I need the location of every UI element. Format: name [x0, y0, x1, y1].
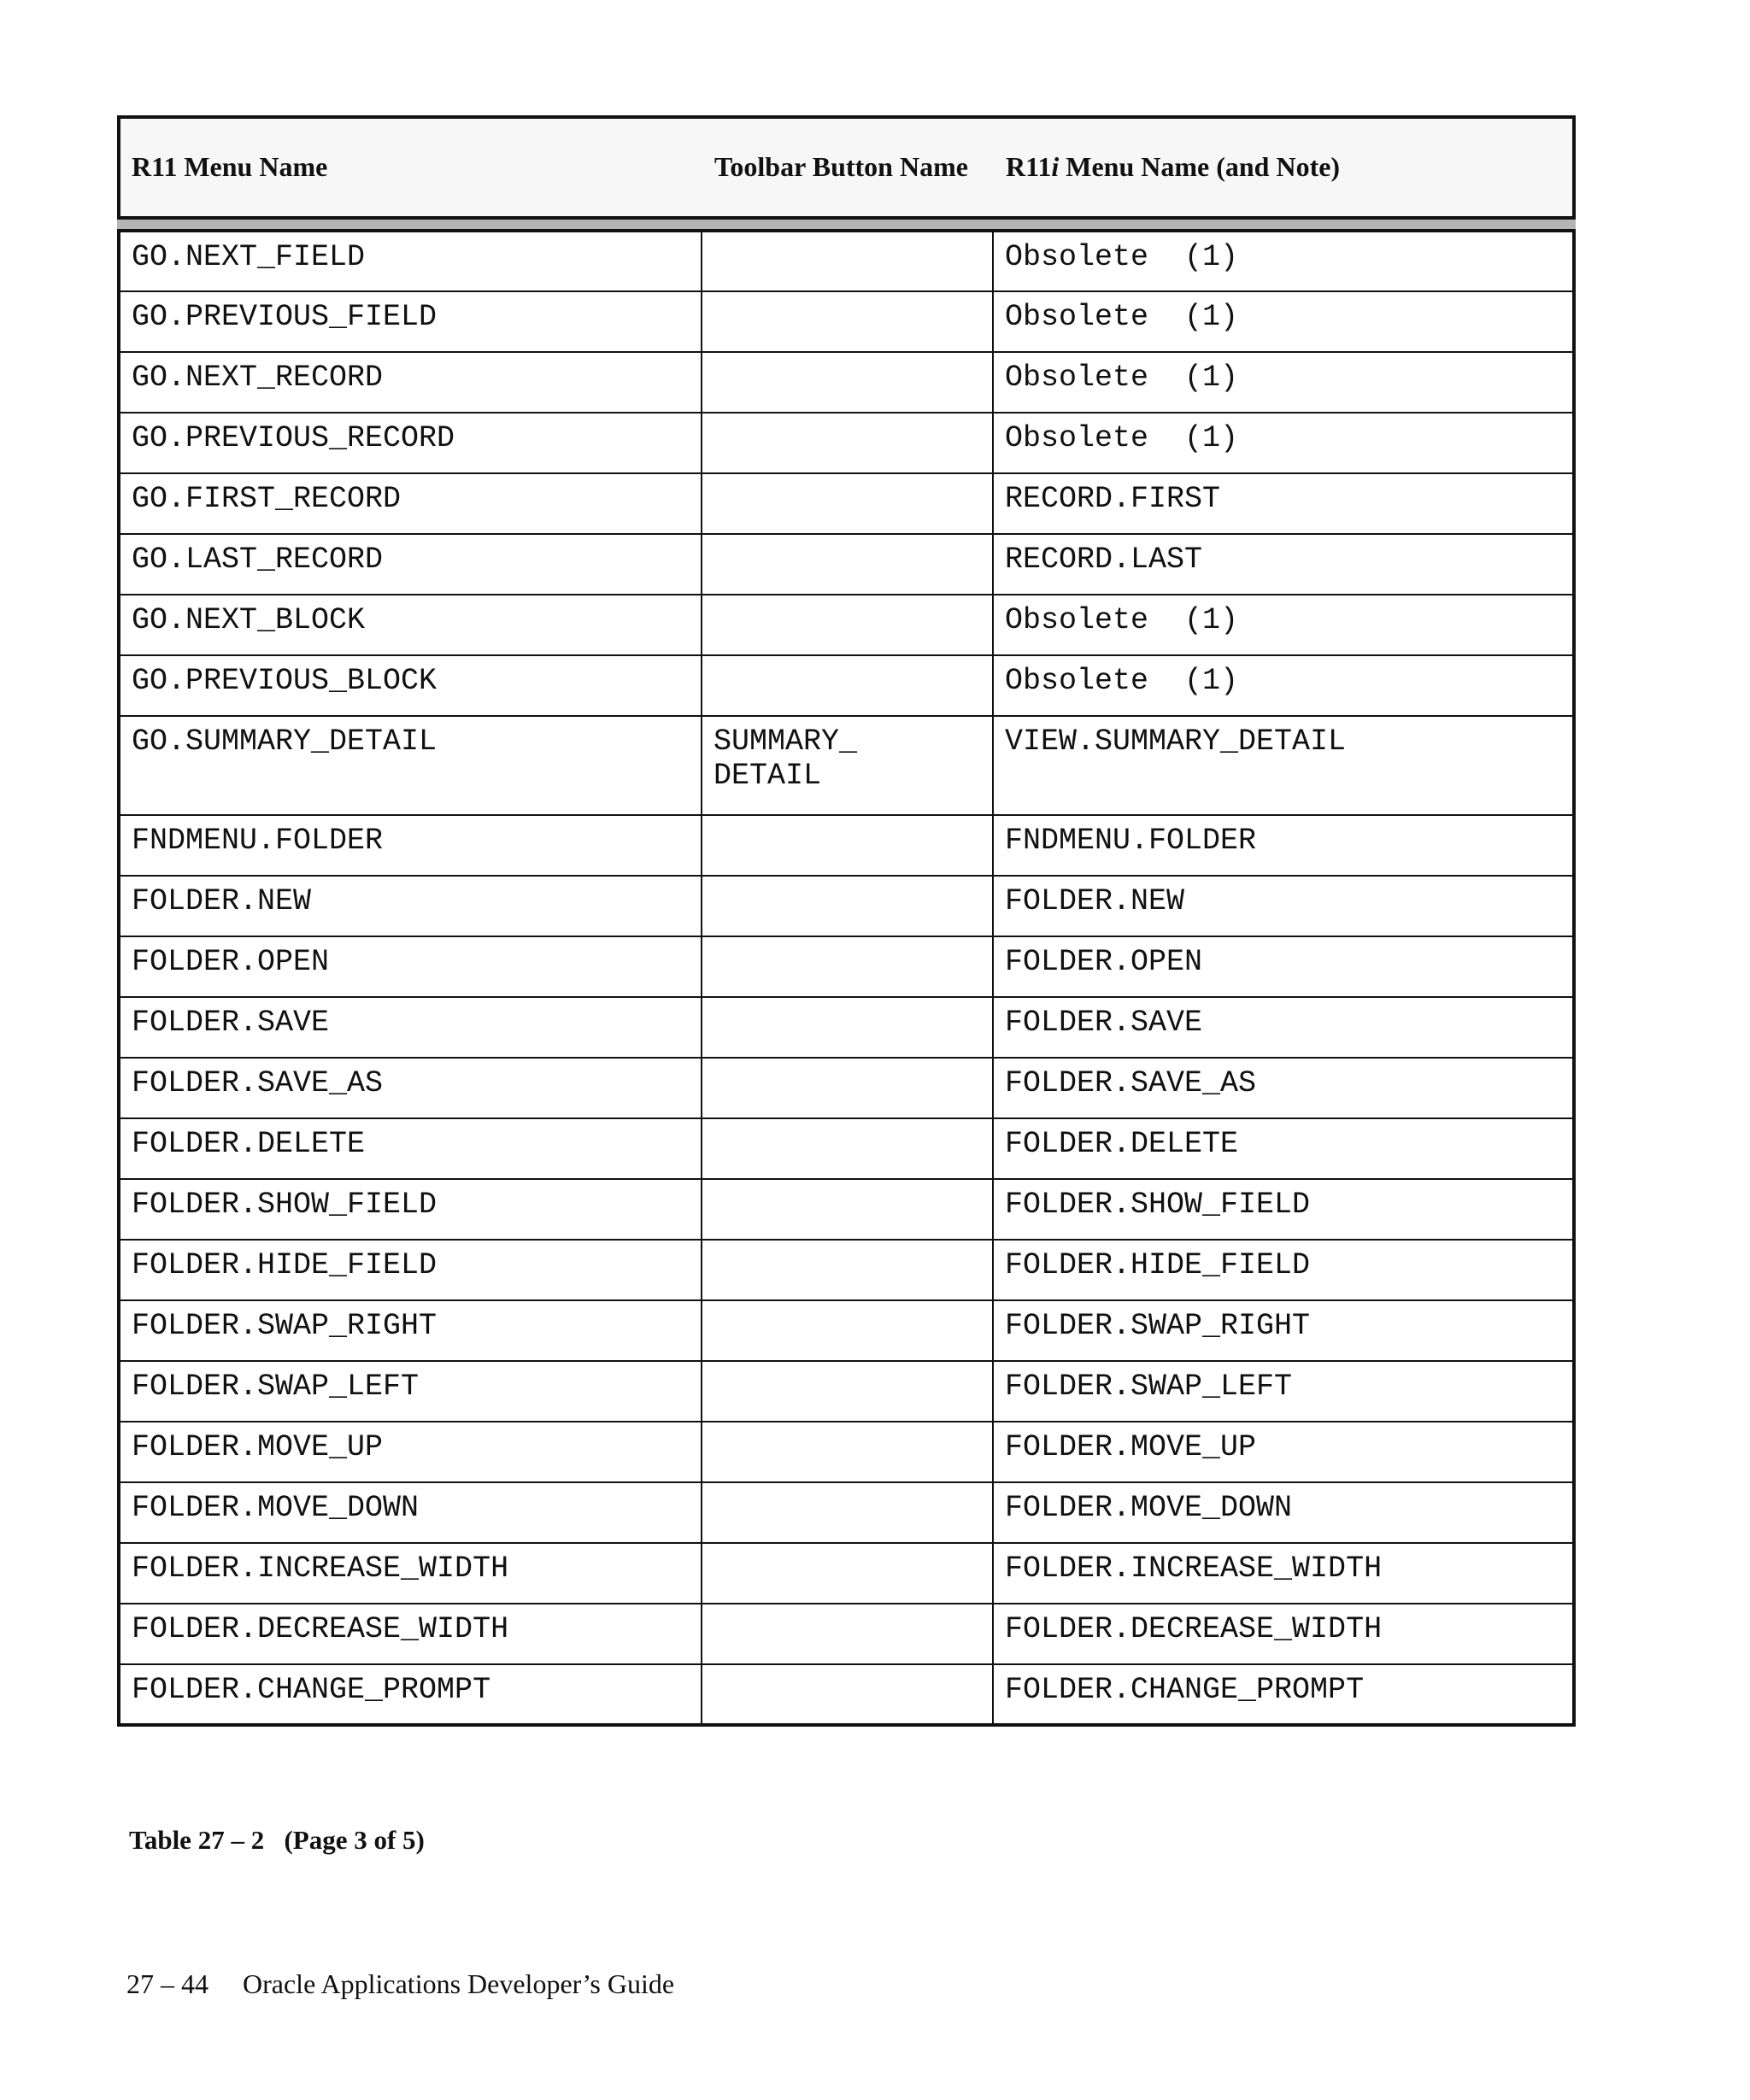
cell-r11i-menu-name: VIEW.SUMMARY_DETAIL	[993, 716, 1574, 815]
cell-toolbar-button-name	[702, 473, 993, 534]
cell-toolbar-button-name	[702, 534, 993, 595]
cell-r11i-menu-name: FOLDER.SAVE	[993, 997, 1574, 1058]
cell-r11-menu-name: FOLDER.CHANGE_PROMPT	[119, 1664, 702, 1725]
table-row	[119, 473, 1574, 534]
table-row	[119, 1422, 1574, 1482]
cell-toolbar-button-name	[702, 936, 993, 997]
table-row	[119, 815, 1574, 876]
cell-r11-menu-name: GO.NEXT_RECORD	[119, 352, 702, 413]
table-row	[119, 716, 1574, 815]
cell-r11i-menu-name: Obsolete (1)	[993, 595, 1574, 655]
cell-toolbar-button-name	[702, 1543, 993, 1604]
cell-r11-menu-name: GO.SUMMARY_DETAIL	[119, 716, 702, 815]
cell-toolbar-button-name	[702, 1179, 993, 1240]
cell-toolbar-button-name	[702, 655, 993, 716]
header-r11i-menu-name	[1006, 151, 1340, 183]
cell-toolbar-button-name	[702, 291, 993, 352]
header-r11-menu-name: R11 Menu Name	[132, 151, 328, 182]
cell-r11-menu-name: FOLDER.HIDE_FIELD	[119, 1240, 702, 1300]
cell-r11-menu-name: GO.NEXT_BLOCK	[119, 595, 702, 655]
header-toolbar-button-name: Toolbar Button Name	[714, 151, 968, 182]
cell-toolbar-button-name	[702, 352, 993, 413]
cell-r11-menu-name: FOLDER.SAVE_AS	[119, 1058, 702, 1118]
table-row	[119, 1482, 1574, 1543]
table-row	[119, 1361, 1574, 1422]
cell-r11-menu-name: FOLDER.MOVE_DOWN	[119, 1482, 702, 1543]
table-row	[119, 997, 1574, 1058]
cell-toolbar-button-name	[702, 1604, 993, 1664]
cell-r11i-menu-name: FOLDER.DELETE	[993, 1118, 1574, 1179]
cell-toolbar-button-name	[702, 1300, 993, 1361]
cell-r11-menu-name: FOLDER.DECREASE_WIDTH	[119, 1604, 702, 1664]
cell-toolbar-button-name	[702, 997, 993, 1058]
cell-r11i-menu-name: FOLDER.SHOW_FIELD	[993, 1179, 1574, 1240]
table-row	[119, 655, 1574, 716]
cell-toolbar-button-name	[702, 876, 993, 936]
cell-r11-menu-name: GO.PREVIOUS_RECORD	[119, 413, 702, 473]
cell-r11-menu-name: GO.FIRST_RECORD	[119, 473, 702, 534]
cell-toolbar-button-name	[702, 1058, 993, 1118]
table-row	[119, 231, 1574, 291]
header-r11i-italic: i	[1051, 151, 1060, 182]
table-row	[119, 534, 1574, 595]
cell-r11i-menu-name: FNDMENU.FOLDER	[993, 815, 1574, 876]
cell-r11i-menu-name: FOLDER.MOVE_UP	[993, 1422, 1574, 1482]
cell-r11i-menu-name: FOLDER.MOVE_DOWN	[993, 1482, 1574, 1543]
table-row	[119, 1179, 1574, 1240]
table-row	[119, 413, 1574, 473]
cell-toolbar-button-name	[702, 1240, 993, 1300]
cell-r11-menu-name: FNDMENU.FOLDER	[119, 815, 702, 876]
cell-r11i-menu-name: Obsolete (1)	[993, 231, 1574, 291]
cell-toolbar-button-name	[702, 413, 993, 473]
cell-toolbar-button-name	[702, 1482, 993, 1543]
header-separator	[117, 220, 1576, 229]
cell-r11-menu-name: FOLDER.SHOW_FIELD	[119, 1179, 702, 1240]
cell-r11-menu-name: FOLDER.INCREASE_WIDTH	[119, 1543, 702, 1604]
table-row	[119, 595, 1574, 655]
table-row	[119, 1118, 1574, 1179]
header-r11i-suffix: Menu Name (and Note)	[1059, 151, 1341, 182]
table-row	[119, 936, 1574, 997]
menu-mapping-table	[117, 115, 1576, 1727]
table-body	[117, 229, 1576, 1727]
table-row	[119, 1543, 1574, 1604]
cell-r11i-menu-name: Obsolete (1)	[993, 413, 1574, 473]
cell-r11-menu-name: GO.PREVIOUS_FIELD	[119, 291, 702, 352]
cell-toolbar-button-name	[702, 1361, 993, 1422]
cell-r11i-menu-name: FOLDER.SWAP_RIGHT	[993, 1300, 1574, 1361]
cell-r11i-menu-name: Obsolete (1)	[993, 655, 1574, 716]
cell-r11-menu-name: FOLDER.SWAP_RIGHT	[119, 1300, 702, 1361]
cell-r11i-menu-name: FOLDER.OPEN	[993, 936, 1574, 997]
cell-r11-menu-name: FOLDER.DELETE	[119, 1118, 702, 1179]
cell-r11i-menu-name: FOLDER.SWAP_LEFT	[993, 1361, 1574, 1422]
cell-toolbar-button-name	[702, 1664, 993, 1725]
cell-r11i-menu-name: FOLDER.NEW	[993, 876, 1574, 936]
cell-r11-menu-name: GO.NEXT_FIELD	[119, 231, 702, 291]
page-number: 27 – 44	[126, 1968, 208, 1999]
cell-r11-menu-name: FOLDER.OPEN	[119, 936, 702, 997]
cell-r11i-menu-name: Obsolete (1)	[993, 352, 1574, 413]
cell-r11i-menu-name: Obsolete (1)	[993, 291, 1574, 352]
table-header	[117, 115, 1576, 220]
cell-toolbar-button-name	[702, 595, 993, 655]
cell-r11-menu-name: FOLDER.MOVE_UP	[119, 1422, 702, 1482]
table-row	[119, 876, 1574, 936]
table-row	[119, 291, 1574, 352]
table-row	[119, 1058, 1574, 1118]
table-row	[119, 1240, 1574, 1300]
cell-toolbar-button-name	[702, 231, 993, 291]
table-row	[119, 1604, 1574, 1664]
table-row	[119, 1300, 1574, 1361]
cell-r11-menu-name: GO.LAST_RECORD	[119, 534, 702, 595]
cell-r11i-menu-name: RECORD.LAST	[993, 534, 1574, 595]
cell-r11-menu-name: FOLDER.SWAP_LEFT	[119, 1361, 702, 1422]
table-row	[119, 352, 1574, 413]
header-r11i-prefix: R11	[1006, 151, 1052, 182]
cell-r11i-menu-name: FOLDER.CHANGE_PROMPT	[993, 1664, 1574, 1725]
cell-r11i-menu-name: FOLDER.HIDE_FIELD	[993, 1240, 1574, 1300]
cell-r11-menu-name: FOLDER.NEW	[119, 876, 702, 936]
cell-r11i-menu-name: FOLDER.DECREASE_WIDTH	[993, 1604, 1574, 1664]
table-row	[119, 1664, 1574, 1725]
cell-r11-menu-name: FOLDER.SAVE	[119, 997, 702, 1058]
cell-r11i-menu-name: FOLDER.INCREASE_WIDTH	[993, 1543, 1574, 1604]
cell-toolbar-button-name: SUMMARY_ DETAIL	[702, 716, 993, 815]
table-caption: Table 27 – 2 (Page 3 of 5)	[129, 1825, 425, 1855]
cell-r11i-menu-name: RECORD.FIRST	[993, 473, 1574, 534]
cell-r11-menu-name: GO.PREVIOUS_BLOCK	[119, 655, 702, 716]
page-footer	[126, 1968, 674, 2000]
book-title: Oracle Applications Developer’s Guide	[243, 1968, 675, 1999]
cell-toolbar-button-name	[702, 1422, 993, 1482]
cell-toolbar-button-name	[702, 815, 993, 876]
cell-toolbar-button-name	[702, 1118, 993, 1179]
cell-r11i-menu-name: FOLDER.SAVE_AS	[993, 1058, 1574, 1118]
